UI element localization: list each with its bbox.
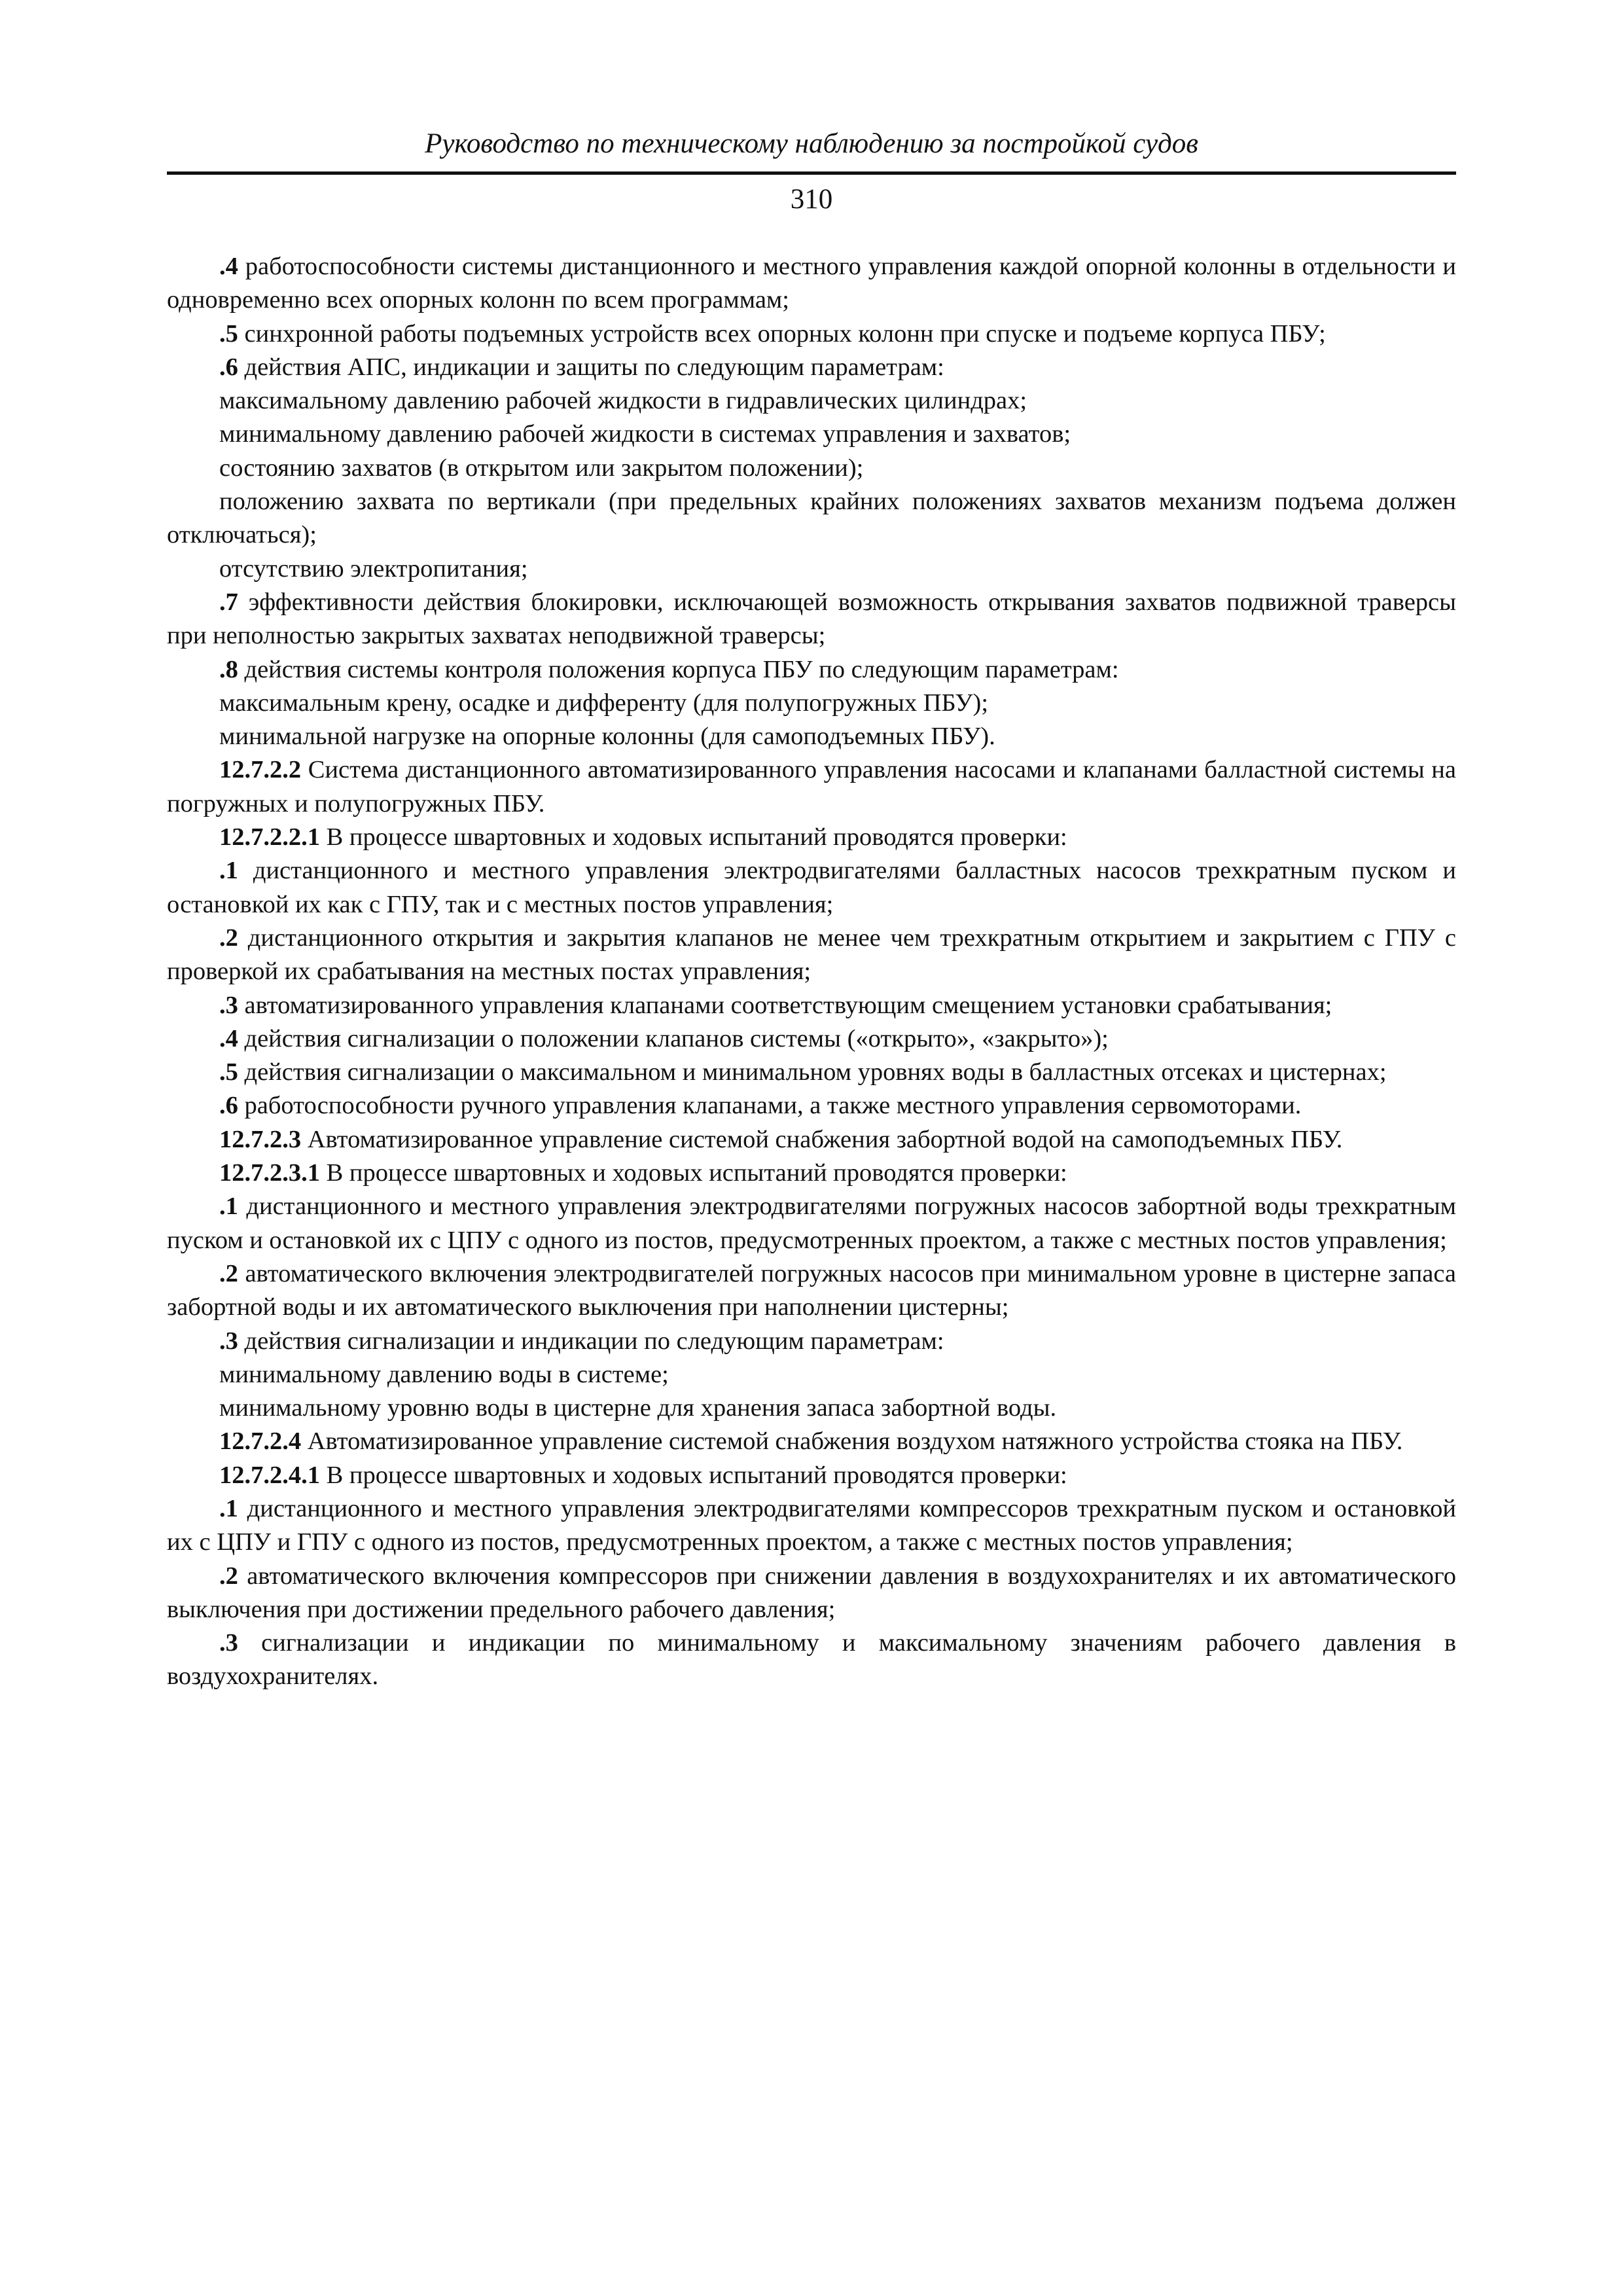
paragraph — [167, 1257, 1456, 1325]
paragraph-text: В процессе швартовных и ходовых испытаний проводятся проверки: — [320, 1461, 1067, 1489]
section-number: 12.7.2.2.1 — [219, 823, 320, 852]
item-number: .7 — [219, 588, 238, 616]
paragraph — [167, 1022, 1456, 1056]
item-number: .1 — [219, 857, 238, 885]
paragraph-text: дистанционного открытия и закрытия клапанов не менее чем трехкратным открытием и закрытием с ГПУ с проверкой их срабатывания на местных постах управления; — [167, 924, 1456, 986]
item-number: .3 — [219, 1629, 238, 1657]
paragraph-text: максимальным крену, осадке и дифференту (для полупогружных ПБУ); — [219, 689, 989, 717]
paragraph-text: действия АПС, индикации и защиты по следующим параметрам: — [238, 353, 944, 381]
paragraph-text: максимальному давлению рабочей жидкости в гидравлических цилиндрах; — [219, 387, 1027, 415]
paragraph-text: действия сигнализации о максимальном и минимальном уровнях воды в балластных отсеках и цистернах; — [238, 1058, 1387, 1086]
paragraph-text: Система дистанционного автоматизированного управления насосами и клапанами балластной системы на погружных и полупогружных ПБУ. — [167, 756, 1456, 817]
paragraph-text: автоматического включения компрессоров при снижении давления в воздухохранителях и их автоматического выключения при достижении предельного рабочего давления; — [167, 1562, 1456, 1623]
item-number: .8 — [219, 655, 238, 683]
paragraph — [167, 485, 1456, 552]
item-number: .2 — [219, 924, 238, 952]
section-number: 12.7.2.3 — [219, 1125, 302, 1153]
paragraph — [167, 989, 1456, 1022]
paragraph — [167, 1089, 1456, 1122]
paragraph-text: действия сигнализации и индикации по следующим параметрам: — [238, 1327, 944, 1355]
paragraph — [167, 720, 1456, 753]
item-number: .1 — [219, 1494, 238, 1522]
paragraph — [167, 250, 1456, 317]
paragraph-text: дистанционного и местного управления электродвигателями погружных насосов забортной воды трехкратным пуском и остановкой их с ЦПУ с одного из постов, предусмотренных проектом, а также с местных постов управления; — [167, 1193, 1456, 1254]
paragraph-text: В процессе швартовных и ходовых испытаний проводятся проверки: — [320, 1159, 1067, 1187]
item-number: .5 — [219, 319, 238, 348]
paragraph — [167, 1459, 1456, 1492]
item-number: .6 — [219, 353, 238, 381]
paragraph-text: состоянию захватов (в открытом или закрытом положении); — [219, 454, 864, 482]
item-number: .2 — [219, 1259, 238, 1287]
paragraph-text: отсутствию электропитания; — [219, 554, 528, 583]
item-number: .4 — [219, 253, 238, 280]
running-header: Руководство по техническому наблюдению за постройкой судов — [425, 128, 1198, 159]
paragraph — [167, 922, 1456, 989]
paragraph — [167, 687, 1456, 720]
paragraph — [167, 1626, 1456, 1694]
paragraph — [167, 552, 1456, 586]
item-number: .4 — [219, 1024, 238, 1052]
header-rule — [167, 171, 1456, 175]
paragraph-text: работоспособности системы дистанционного и местного управления каждой опорной колонны в отдельности и одновременно всех опорных колонн по всем программам; — [167, 253, 1456, 314]
item-number: .1 — [219, 1193, 238, 1221]
paragraph — [167, 821, 1456, 854]
item-number: .3 — [219, 991, 238, 1019]
item-number: .6 — [219, 1092, 238, 1120]
paragraph-text: работоспособности ручного управления клапанами, а также местного управления сервомоторами. — [238, 1092, 1302, 1120]
paragraph-text: автоматизированного управления клапанами соответствующим смещением установки срабатывания; — [238, 991, 1332, 1019]
section-number: 12.7.2.4.1 — [219, 1461, 320, 1489]
paragraph-text: автоматического включения электродвигателей погружных насосов при минимальном уровне в цистерне запаса забортной воды и их автоматического выключения при наполнении цистерны; — [167, 1259, 1456, 1321]
paragraph — [167, 1425, 1456, 1458]
body-text — [167, 250, 1456, 1694]
paragraph — [167, 1123, 1456, 1157]
paragraph — [167, 317, 1456, 351]
paragraph — [167, 1157, 1456, 1190]
section-number: 12.7.2.2 — [219, 756, 302, 784]
item-number: .3 — [219, 1327, 238, 1355]
paragraph-text: минимальной нагрузке на опорные колонны (для самоподъемных ПБУ). — [219, 723, 995, 751]
paragraph — [167, 653, 1456, 687]
paragraph — [167, 1391, 1456, 1425]
paragraph — [167, 1492, 1456, 1560]
paragraph — [167, 452, 1456, 485]
paragraph-text: Автоматизированное управление системой снабжения воздухом натяжного устройства стояка на ПБУ. — [301, 1427, 1403, 1456]
paragraph — [167, 1325, 1456, 1358]
paragraph-text: эффективности действия блокировки, исключающей возможность открывания захватов подвижной траверсы при неполностью закрытых захватах неподвижной траверсы; — [167, 588, 1456, 650]
paragraph-text: синхронной работы подъемных устройств всех опорных колонн при спуске и подъеме корпуса ПБУ; — [238, 319, 1326, 348]
section-number: 12.7.2.4 — [219, 1427, 302, 1456]
paragraph — [167, 1560, 1456, 1627]
paragraph — [167, 1056, 1456, 1089]
item-number: .5 — [219, 1058, 238, 1086]
paragraph — [167, 351, 1456, 384]
item-number: .2 — [219, 1562, 238, 1590]
paragraph — [167, 753, 1456, 821]
paragraph — [167, 384, 1456, 418]
paragraph-text: В процессе швартовных и ходовых испытаний проводятся проверки: — [320, 823, 1067, 852]
paragraph-text: минимальному давлению рабочей жидкости в системах управления и захватов; — [219, 420, 1071, 448]
paragraph — [167, 586, 1456, 653]
paragraph — [167, 418, 1456, 451]
paragraph-text: дистанционного и местного управления электродвигателями балластных насосов трехкратным пуском и остановкой их как с ГПУ, так и с местных постов управления; — [167, 857, 1456, 918]
paragraph — [167, 1358, 1456, 1391]
paragraph-text: действия сигнализации о положении клапанов системы («открыто», «закрыто»); — [238, 1024, 1109, 1052]
paragraph-text: минимальному уровню воды в цистерне для хранения запаса забортной воды. — [219, 1394, 1057, 1422]
paragraph-text: положению захвата по вертикали (при предельных крайних положениях захватов механизм подъема должен отключаться); — [167, 488, 1456, 549]
paragraph-text: действия системы контроля положения корпуса ПБУ по следующим параметрам: — [238, 655, 1119, 683]
paragraph-text: минимальному давлению воды в системе; — [219, 1360, 669, 1388]
paragraph-text: Автоматизированное управление системой снабжения забортной водой на самоподъемных ПБУ. — [301, 1125, 1343, 1153]
section-number: 12.7.2.3.1 — [219, 1159, 320, 1187]
paragraph — [167, 854, 1456, 922]
paragraph-text: сигнализации и индикации по минимальному и максимальному значениям рабочего давления в воздухохранителях. — [167, 1629, 1456, 1691]
page-number: 310 — [790, 184, 833, 215]
paragraph — [167, 1190, 1456, 1257]
paragraph-text: дистанционного и местного управления электродвигателями компрессоров трехкратным пуском и остановкой их с ЦПУ и ГПУ с одного из постов, предусмотренных проектом, а также с местных постов управления; — [167, 1494, 1456, 1556]
